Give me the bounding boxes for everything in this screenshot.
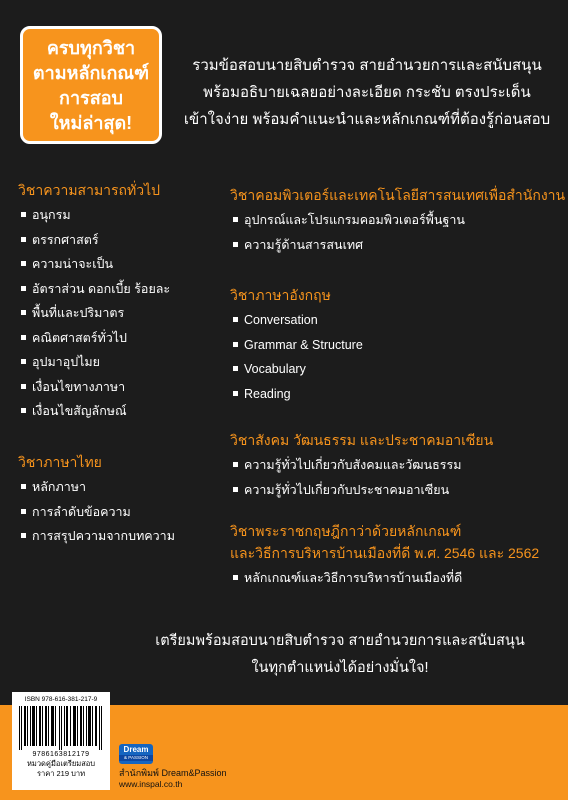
section-title: วิชาพระราชกฤษฎีกาว่าด้วยหลักเกณฑ์ xyxy=(230,523,462,539)
highlight-badge xyxy=(20,26,162,144)
logo-text: Dream xyxy=(123,745,149,754)
topic-label: ความรู้ทั่วไปเกี่ยวกับประชาคมอาเซียน xyxy=(244,482,450,497)
list-item xyxy=(230,382,363,407)
section-title: วิชาภาษาไทย xyxy=(18,454,102,470)
topic-label: อุปมาอุปไมย xyxy=(32,355,100,369)
bullet-icon xyxy=(21,212,26,217)
topic-label: Reading xyxy=(244,386,291,401)
list-item xyxy=(18,500,175,525)
list-item xyxy=(18,524,175,549)
bullet-icon xyxy=(233,462,238,467)
publisher-name: สำนักพิมพ์ Dream&Passion xyxy=(119,768,227,778)
section-computer xyxy=(230,184,565,257)
bullet-icon xyxy=(233,366,238,371)
topic-label: ความน่าจะเป็น xyxy=(32,257,113,271)
isbn-text: ISBN 978-616-381-217-9 xyxy=(24,696,98,703)
bullet-icon xyxy=(233,575,238,580)
badge-line: ใหม่ล่าสุด! xyxy=(49,113,133,133)
section-title: วิชาสังคม วัฒนธรรม และประชาคมอาเซียน xyxy=(230,432,494,448)
bullet-icon xyxy=(233,487,238,492)
list-item xyxy=(18,475,175,500)
topic-label: Vocabulary xyxy=(244,362,306,376)
bullet-icon xyxy=(233,342,238,347)
topic-label: พื้นที่และปริมาตร xyxy=(32,306,125,320)
topic-label: ความรู้ทั่วไปเกี่ยวกับสังคมและวัฒนธรรม xyxy=(244,458,462,472)
bullet-icon xyxy=(233,242,238,247)
bullet-icon xyxy=(21,384,26,389)
list-item xyxy=(18,252,170,277)
section-general-ability xyxy=(18,179,170,424)
list-item xyxy=(18,326,170,351)
topic-label: หลักเกณฑ์และวิธีการบริหารบ้านเมืองที่ดี xyxy=(244,571,463,585)
topic-list xyxy=(18,203,170,424)
barcode-number: 9786163812179 xyxy=(32,751,90,758)
topic-list xyxy=(230,308,363,406)
topic-list xyxy=(230,566,539,591)
topic-list xyxy=(230,453,493,502)
badge-line: ครบทุกวิชา xyxy=(46,38,136,58)
list-item xyxy=(18,399,170,424)
section-title: วิชาภาษาอังกฤษ xyxy=(230,287,331,303)
intro-line: พร้อมอธิบายเฉลยอย่างละเอียด กระชับ ตรงประเด็น xyxy=(203,84,531,101)
bullet-icon xyxy=(21,335,26,340)
bullet-icon xyxy=(21,310,26,315)
list-item xyxy=(230,208,565,233)
topic-list xyxy=(230,208,565,257)
publisher-website: www.inspal.co.th xyxy=(119,779,183,789)
bullet-icon xyxy=(233,217,238,222)
list-item xyxy=(18,350,170,375)
tagline-line: ในทุกตำแหน่งได้อย่างมั่นใจ! xyxy=(251,660,429,676)
logo-subtext: & PASSION xyxy=(119,755,153,761)
section-thai xyxy=(18,451,175,549)
bullet-icon xyxy=(21,509,26,514)
badge-line: การสอบ xyxy=(59,88,123,108)
bullet-icon xyxy=(21,484,26,489)
price-label: ราคา 219 บาท xyxy=(36,769,86,778)
topic-label: อุปกรณ์และโปรแกรมคอมพิวเตอร์พื้นฐาน xyxy=(244,213,465,227)
publisher-logo xyxy=(119,744,153,764)
section-title: วิชาความสามารถทั่วไป xyxy=(18,182,161,198)
topic-label: อนุกรม xyxy=(32,208,71,222)
topic-label: เงื่อนไขทางภาษา xyxy=(32,379,126,394)
list-item xyxy=(18,228,170,253)
tagline-line: เตรียมพร้อมสอบนายสิบตำรวจ สายอำนวยการและสนับสนุน xyxy=(155,633,525,649)
bullet-icon xyxy=(21,286,26,291)
topic-label: ความรู้ด้านสารสนเทศ xyxy=(244,237,364,252)
list-item xyxy=(230,478,493,503)
list-item xyxy=(230,233,565,258)
list-item xyxy=(18,301,170,326)
topic-list xyxy=(18,475,175,549)
list-item xyxy=(18,375,170,400)
topic-label: ตรรกศาสตร์ xyxy=(32,232,99,247)
bullet-icon xyxy=(21,408,26,413)
bullet-icon xyxy=(21,237,26,242)
bullet-icon xyxy=(21,533,26,538)
topic-label: Conversation xyxy=(244,313,318,327)
topic-label: เงื่อนไขสัญลักษณ์ xyxy=(32,404,127,418)
section-title: วิชาคอมพิวเตอร์และเทคโนโลยีสารสนเทศเพื่อสำนักงาน xyxy=(230,187,566,203)
category-label: หมวดคู่มือเตรียมสอบ xyxy=(26,759,96,768)
publisher-info xyxy=(119,768,226,790)
bullet-icon xyxy=(233,317,238,322)
section-title: และวิธีการบริหารบ้านเมืองที่ดี พ.ศ. 2546 และ 2562 xyxy=(230,545,540,561)
list-item xyxy=(230,453,493,478)
list-item xyxy=(230,566,539,591)
topic-label: การสรุปความจากบทความ xyxy=(32,529,175,543)
topic-label: คณิตศาสตร์ทั่วไป xyxy=(32,330,127,345)
list-item xyxy=(230,357,363,382)
intro-text xyxy=(172,52,562,133)
badge-line: ตามหลักเกณฑ์ xyxy=(32,63,150,83)
bullet-icon xyxy=(21,359,26,364)
barcode-box xyxy=(12,692,110,790)
topic-label: Grammar & Structure xyxy=(244,337,363,352)
barcode-icon xyxy=(18,706,104,750)
topic-label: หลักภาษา xyxy=(32,480,86,494)
list-item xyxy=(230,333,363,358)
bullet-icon xyxy=(21,261,26,266)
list-item xyxy=(230,308,363,333)
list-item xyxy=(18,203,170,228)
tagline xyxy=(130,628,550,682)
topic-label: อัตราส่วน ดอกเบี้ย ร้อยละ xyxy=(32,281,171,296)
topic-label: การลำดับข้อความ xyxy=(32,504,131,519)
list-item xyxy=(18,277,170,302)
bullet-icon xyxy=(233,391,238,396)
intro-line: เข้าใจง่าย พร้อมคำแนะนำและหลักเกณฑ์ที่ต้องรู้ก่อนสอบ xyxy=(183,111,551,128)
section-social xyxy=(230,429,493,502)
section-decree xyxy=(230,520,539,591)
section-english xyxy=(230,284,363,406)
intro-line: รวมข้อสอบนายสิบตำรวจ สายอำนวยการและสนับสนุน xyxy=(192,57,542,74)
